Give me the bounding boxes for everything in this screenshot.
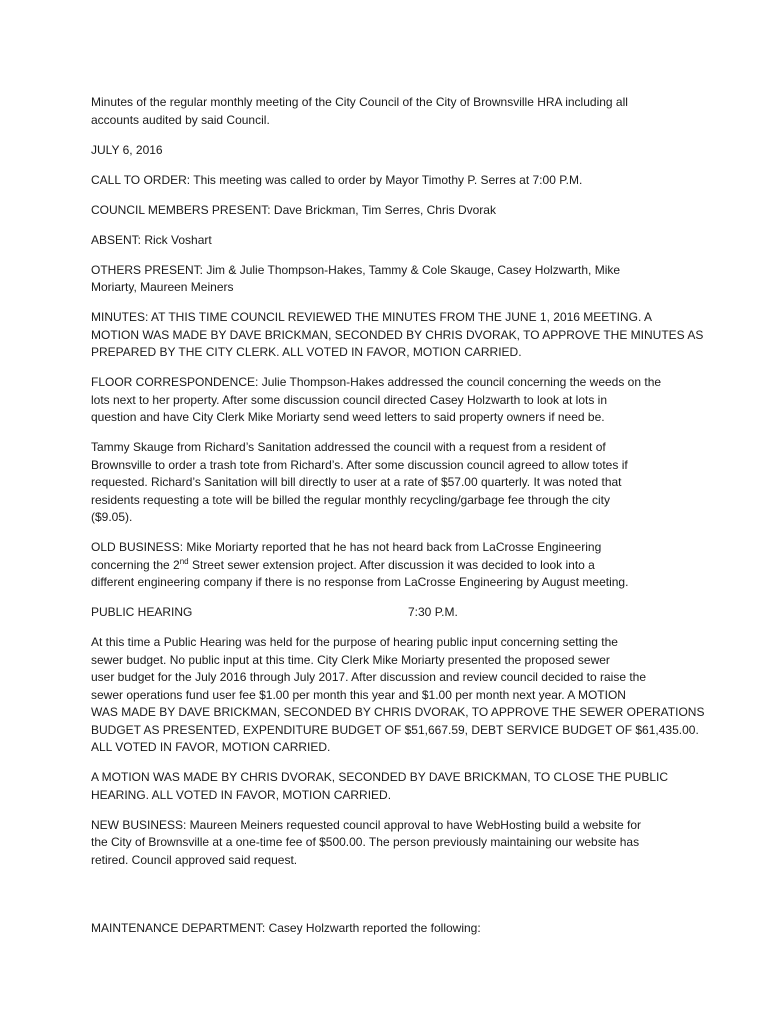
- new-business-line: the City of Brownsville at a one-time fee of $500.00. The person previously maintaining our website has: [91, 835, 640, 849]
- document-body: [91, 94, 705, 950]
- public-hearing-line: BUDGET AS PRESENTED, EXPENDITURE BUDGET OF $51,667.59, DEBT SERVICE BUDGET OF $61,435.00.: [91, 722, 699, 737]
- floor-correspondence-line: FLOOR CORRESPONDENCE: Julie Thompson-Hakes addressed the council concerning the weeds on the: [91, 375, 662, 389]
- minutes-line: MOTION WAS MADE BY DAVE BRICKMAN, SECONDED BY CHRIS DVORAK, TO APPROVE THE MINUTES AS: [91, 327, 704, 342]
- sanitation-line: requested. Richard’s Sanitation will bill directly to user at a rate of $57.00 quarterly. It was noted that: [91, 475, 622, 489]
- old-business-text: concerning the 2: [91, 557, 180, 572]
- public-hearing-line: WAS MADE BY DAVE BRICKMAN, SECONDED BY CHRIS DVORAK, TO APPROVE THE SEWER OPERATIONS: [91, 705, 705, 719]
- intro-line: accounts audited by said Council.: [91, 112, 270, 127]
- new-business-paragraph: [91, 817, 689, 870]
- call-to-order: CALL TO ORDER: This meeting was called to order by Mayor Timothy P. Serres at 7:00 P.M.: [91, 172, 583, 187]
- close-hearing-line: A MOTION WAS MADE BY CHRIS DVORAK, SECONDED BY DAVE BRICKMAN, TO CLOSE THE PUBLIC: [91, 770, 669, 784]
- close-hearing-line: HEARING. ALL VOTED IN FAVOR, MOTION CARRIED.: [91, 787, 392, 802]
- others-present-line: Moriarty, Maureen Meiners: [91, 280, 234, 294]
- minutes-line: PREPARED BY THE CITY CLERK. ALL VOTED IN FAVOR, MOTION CARRIED.: [91, 345, 522, 359]
- floor-correspondence-line: question and have City Clerk Mike Moriarty send weed letters to said property owners if need be.: [91, 410, 605, 424]
- intro-line: Minutes of the regular monthly meeting of the City Council of the City of Brownsville HRA including all: [91, 95, 628, 109]
- old-business-paragraph: [91, 539, 689, 592]
- sanitation-line: residents requesting a tote will be billed the regular monthly recycling/garbage fee through the city: [91, 492, 610, 507]
- council-members-present: COUNCIL MEMBERS PRESENT: Dave Brickman, Tim Serres, Chris Dvorak: [91, 202, 496, 217]
- close-hearing-paragraph: [91, 769, 689, 804]
- others-present-paragraph: [91, 262, 689, 297]
- sanitation-paragraph: [91, 439, 689, 527]
- sanitation-line: ($9.05).: [91, 510, 133, 524]
- old-business-line: different engineering company if there is no response from LaCrosse Engineering by August meeting.: [91, 575, 629, 589]
- old-business-line: [91, 557, 689, 575]
- intro-paragraph: [91, 94, 689, 129]
- sanitation-line: Tammy Skauge from Richard’s Sanitation addressed the council with a request from a resident of: [91, 440, 606, 454]
- public-hearing-line: ALL VOTED IN FAVOR, MOTION CARRIED.: [91, 740, 331, 754]
- public-hearing-line: At this time a Public Hearing was held for the purpose of hearing public input concerning setting the: [91, 635, 618, 649]
- others-present-line: OTHERS PRESENT: Jim & Julie Thompson-Hakes, Tammy & Cole Skauge, Casey Holzwarth, Mike: [91, 262, 621, 277]
- floor-correspondence-paragraph: [91, 374, 689, 427]
- minutes-line: MINUTES: AT THIS TIME COUNCIL REVIEWED THE MINUTES FROM THE JUNE 1, 2016 MEETING. A: [91, 310, 652, 324]
- public-hearing-time: 7:30 P.M.: [408, 605, 458, 619]
- public-hearing-label: PUBLIC HEARING: [91, 605, 193, 619]
- absent-members: ABSENT: Rick Voshart: [91, 232, 212, 247]
- public-hearing-line: sewer operations fund user fee $1.00 per month this year and $1.00 per month next year. A MOTION: [91, 687, 626, 702]
- sanitation-line: Brownsville to order a trash tote from Richard’s. After some discussion council agreed to allow totes if: [91, 457, 628, 472]
- spacer: [91, 882, 689, 920]
- maintenance-department: MAINTENANCE DEPARTMENT: Casey Holzwarth reported the following:: [91, 920, 481, 935]
- floor-correspondence-line: lots next to her property. After some discussion council directed Casey Holzwarth to look at lots in: [91, 392, 608, 407]
- public-hearing-paragraph: [91, 634, 705, 757]
- public-hearing-heading: [91, 604, 689, 622]
- meeting-date: JULY 6, 2016: [91, 142, 163, 157]
- new-business-line: NEW BUSINESS: Maureen Meiners requested council approval to have WebHosting build a website for: [91, 817, 642, 832]
- new-business-line: retired. Council approved said request.: [91, 852, 298, 867]
- minutes-paragraph: [91, 309, 704, 362]
- public-hearing-line: sewer budget. No public input at this time. City Clerk Mike Moriarty presented the proposed sewer: [91, 652, 610, 667]
- ordinal-suffix: nd: [179, 556, 189, 566]
- public-hearing-line: user budget for the July 2016 through July 2017. After discussion and review council decided to raise the: [91, 670, 647, 684]
- old-business-text: Street sewer extension project. After discussion it was decided to look into a: [188, 557, 595, 572]
- old-business-line: OLD BUSINESS: Mike Moriarty reported that he has not heard back from LaCrosse Engineering: [91, 540, 602, 554]
